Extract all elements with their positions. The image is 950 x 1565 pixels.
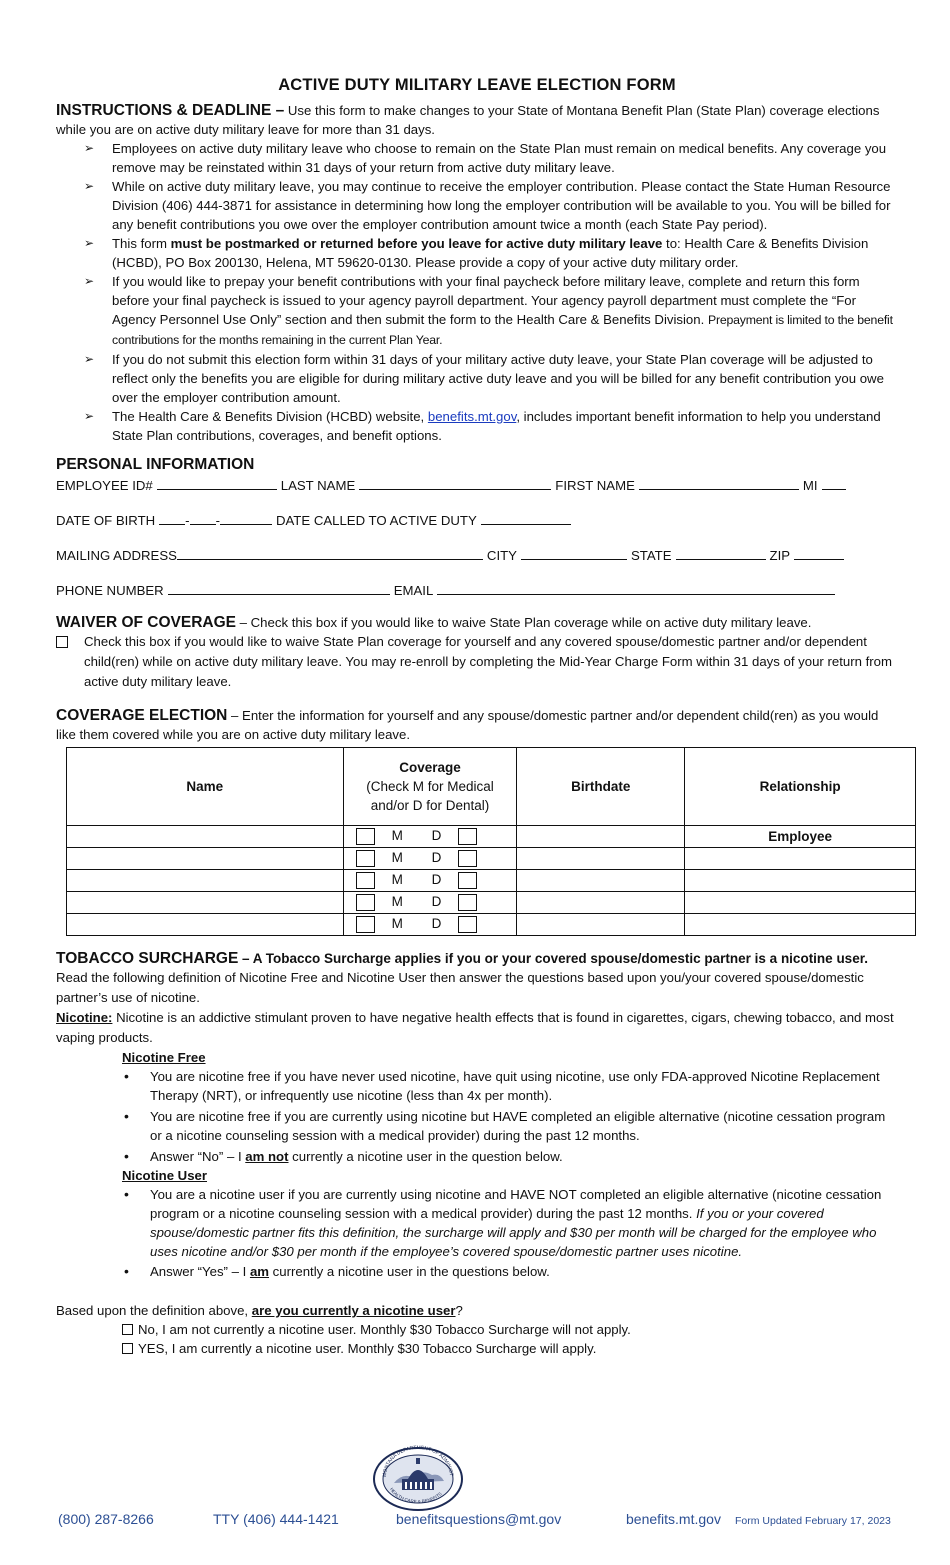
option-no-row: No, I am not currently a nicotine user. Monthly $30 Tobacco Surcharge will not apply. xyxy=(56,1320,898,1339)
coverage-cell: M D xyxy=(343,848,517,870)
date-called-field[interactable] xyxy=(481,510,571,525)
instructions-list xyxy=(56,139,898,445)
phone-field[interactable] xyxy=(168,580,390,595)
personal-row-3: MAILING ADDRESS CITY STATE ZIP xyxy=(56,545,898,564)
svg-text:MONTANA DEPARTMENT OF ADMINIST: MONTANA DEPARTMENT OF ADMINIST xyxy=(381,1444,455,1478)
list-item: • You are nicotine free if you have never used nicotine, have quit using nicotine, use only FDA-approved Nicotine Replacement Therapy (NRT), or infrequently use nicotine (less than 4x per month). xyxy=(150,1067,898,1105)
col-header-relationship: Relationship xyxy=(685,748,916,826)
name-cell[interactable] xyxy=(67,892,344,914)
dob-month-field[interactable] xyxy=(159,510,185,525)
coverage-intro: COVERAGE ELECTION – Enter the information for yourself and any spouse/domestic partner and/or dependent child(ren) as you would like them covered while you are on active duty military leave. xyxy=(56,707,879,742)
dental-checkbox[interactable] xyxy=(458,872,477,889)
instructions-heading: INSTRUCTIONS & DEADLINE – xyxy=(56,102,285,119)
table-row xyxy=(67,914,916,936)
tobacco-intro: Read the following definition of Nicotine Free and Nicotine User then answer the questions based upon you/your covered spouse/domestic partner’s use of nicotine. xyxy=(56,970,864,1005)
birthdate-cell[interactable] xyxy=(517,892,685,914)
tobacco-heading-line: TOBACCO SURCHARGE – A Tobacco Surcharge applies if you or your covered spouse/domestic partner is a nicotine user. xyxy=(56,950,868,967)
employee-id-field[interactable] xyxy=(157,475,277,490)
list-item: • Answer “No” – I am not currently a nicotine user in the question below. xyxy=(150,1147,898,1166)
footer-phone[interactable]: (800) 287-8266 xyxy=(58,1511,154,1527)
footer-website-link[interactable]: benefits.mt.gov xyxy=(626,1511,721,1527)
name-cell[interactable] xyxy=(67,826,344,848)
department-seal-logo xyxy=(372,1443,464,1511)
option-yes-row: YES, I am currently a nicotine user. Monthly $30 Tobacco Surcharge will apply. xyxy=(56,1339,898,1358)
relationship-cell[interactable] xyxy=(685,848,916,870)
zip-field[interactable] xyxy=(794,545,844,560)
list-item: ➢ If you would like to prepay your benefit contributions with your final paycheck before military leave, complete and return this form before your final paycheck is issued to your agency payroll department. Your agency payroll department must complete the “For Agency Personnel Use Only” section and then submit the form to the Health Care & Benefits Division. Prepayment is limited to the benefit contributions for the months remaining in the current Plan Year. xyxy=(112,272,898,350)
relationship-cell[interactable] xyxy=(685,892,916,914)
personal-row-2: DATE OF BIRTH - - DATE CALLED TO ACTIVE DUTY xyxy=(56,510,898,529)
personal-row-4: PHONE NUMBER EMAIL xyxy=(56,580,898,599)
waiver-checkbox-row: Check this box if you would like to waive State Plan coverage for yourself and any covered spouse/domestic partner and/or dependent child(ren) while on active duty military leave. You may re-enroll by completing the Mid-Year Charge Form within 31 days of your return from active duty military leave. xyxy=(56,632,898,692)
name-cell[interactable] xyxy=(67,848,344,870)
table-row xyxy=(67,848,916,870)
coverage-cell: M D xyxy=(343,914,517,936)
svg-text:HEALTH CARE & BENEFITS: HEALTH CARE & BENEFITS xyxy=(389,1486,443,1505)
birthdate-cell[interactable] xyxy=(517,848,685,870)
birthdate-cell[interactable] xyxy=(517,870,685,892)
medical-checkbox[interactable] xyxy=(356,916,375,933)
col-header-birthdate: Birthdate xyxy=(517,748,685,826)
coverage-cell: M D xyxy=(343,826,517,848)
option-yes-checkbox[interactable] xyxy=(122,1343,133,1354)
dental-checkbox[interactable] xyxy=(458,828,477,845)
birthdate-cell[interactable] xyxy=(517,826,685,848)
footer xyxy=(58,1511,898,1531)
footer-email-link[interactable]: benefitsquestions@mt.gov xyxy=(396,1511,562,1527)
col-header-name: Name xyxy=(67,748,344,826)
list-item: • You are nicotine free if you are currently using nicotine but HAVE completed an eligible alternative (nicotine cessation program or a nicotine counseling session with a medical provider) during the past 12 months. xyxy=(150,1107,898,1145)
personal-info-heading: PERSONAL INFORMATION xyxy=(56,456,255,473)
waiver-heading: WAIVER OF COVERAGE xyxy=(56,614,236,631)
name-cell[interactable] xyxy=(67,870,344,892)
coverage-cell: M D xyxy=(343,892,517,914)
nicotine-free-heading: Nicotine Free xyxy=(122,1050,206,1065)
list-item: ➢ The Health Care & Benefits Division (HCBD) website, benefits.mt.gov, includes important benefit information to help you understand State Plan contributions, coverages, and benefit options. xyxy=(112,407,898,445)
waiver-intro: WAIVER OF COVERAGE – Check this box if you would like to waive State Plan coverage while on active duty military leave. xyxy=(56,614,812,631)
footer-tty[interactable]: TTY (406) 444-1421 xyxy=(213,1511,339,1527)
birthdate-cell[interactable] xyxy=(517,914,685,936)
medical-checkbox[interactable] xyxy=(356,894,375,911)
last-name-field[interactable] xyxy=(359,475,551,490)
relationship-cell[interactable] xyxy=(685,914,916,936)
relationship-cell[interactable] xyxy=(685,870,916,892)
table-row xyxy=(67,892,916,914)
personal-row-1: EMPLOYEE ID# LAST NAME FIRST NAME MI xyxy=(56,475,898,494)
list-item: ➢ While on active duty military leave, you may continue to receive the employer contribution. Please contact the State Human Resource Division (406) 444-3871 for assistance in determining how long the employer contribution will be available to you. You will be billed for any benefit contributions you owe over the employer contribution amount twice a month (each State Pay period). xyxy=(112,177,898,234)
nicotine-user-list xyxy=(56,1185,898,1281)
mi-field[interactable] xyxy=(822,475,846,490)
dental-checkbox[interactable] xyxy=(458,894,477,911)
col-header-coverage: Coverage (Check M for Medical and/or D for Dental) xyxy=(343,748,517,826)
dental-checkbox[interactable] xyxy=(458,916,477,933)
list-item: ➢ If you do not submit this election form within 31 days of your military active duty leave, your State Plan coverage will be adjusted to reflect only the benefits you are eligible for during military active duty leave and you will be billed for any benefit contribution you owe over the employer contribution amount. xyxy=(112,350,898,407)
nicotine-question: Based upon the definition above, are you currently a nicotine user? xyxy=(56,1303,463,1318)
dental-checkbox[interactable] xyxy=(458,850,477,867)
form-page xyxy=(56,76,898,1358)
medical-checkbox[interactable] xyxy=(356,872,375,889)
form-updated-date: Form Updated February 17, 2023 xyxy=(735,1515,891,1527)
dob-year-field[interactable] xyxy=(220,510,272,525)
first-name-field[interactable] xyxy=(639,475,799,490)
name-cell[interactable] xyxy=(67,914,344,936)
coverage-table xyxy=(66,747,916,936)
coverage-cell: M D xyxy=(343,870,517,892)
waiver-checkbox[interactable] xyxy=(56,636,68,648)
form-title: ACTIVE DUTY MILITARY LEAVE ELECTION FORM xyxy=(278,76,676,94)
nicotine-definition: Nicotine: Nicotine is an addictive stimulant proven to have negative health effects that is found in cigarettes, cigars, chewing tobacco, and most vaping products. xyxy=(56,1010,894,1045)
medical-checkbox[interactable] xyxy=(356,828,375,845)
mailing-address-field[interactable] xyxy=(177,545,483,560)
coverage-heading: COVERAGE ELECTION xyxy=(56,707,228,724)
list-item: ➢ Employees on active duty military leave who choose to remain on the State Plan must remain on medical benefits. Any coverage you remove may be reinstated within 31 days of your return from active duty military leave. xyxy=(112,139,898,177)
tobacco-heading: TOBACCO SURCHARGE xyxy=(56,950,239,967)
relationship-cell: Employee xyxy=(685,826,916,848)
email-field[interactable] xyxy=(437,580,835,595)
nicotine-free-list xyxy=(56,1067,898,1166)
nicotine-user-heading: Nicotine User xyxy=(122,1168,208,1183)
instructions-intro: INSTRUCTIONS & DEADLINE – Use this form to make changes to your State of Montana Benefit Plan (State Plan) coverage elections while you are on active duty military leave for more than 31 days. xyxy=(56,102,880,137)
table-row xyxy=(67,826,916,848)
option-no-checkbox[interactable] xyxy=(122,1324,133,1335)
city-field[interactable] xyxy=(521,545,627,560)
medical-checkbox[interactable] xyxy=(356,850,375,867)
list-item: ➢ This form must be postmarked or returned before you leave for active duty military leave to: Health Care & Benefits Division (HCBD), PO Box 200130, Helena, MT 59620-0130. Please provide a copy of your active duty military order. xyxy=(112,234,898,272)
dob-day-field[interactable] xyxy=(190,510,216,525)
list-item: • Answer “Yes” – I am currently a nicotine user in the questions below. xyxy=(150,1262,898,1281)
benefits-website-link[interactable]: benefits.mt.gov xyxy=(427,409,517,424)
list-item: • You are a nicotine user if you are currently using nicotine and HAVE NOT completed an eligible alternative (nicotine cessation program or a nicotine counseling session with a medical provider) during the past 12 months. If you or your covered spouse/domestic partner fits this definition, the surcharge will apply and $30 per month will be charged for the employee who uses nicotine and/or $30 per month if the employee’s covered spouse/domestic partner uses nicotine. xyxy=(150,1185,898,1261)
table-row xyxy=(67,870,916,892)
state-field[interactable] xyxy=(676,545,766,560)
